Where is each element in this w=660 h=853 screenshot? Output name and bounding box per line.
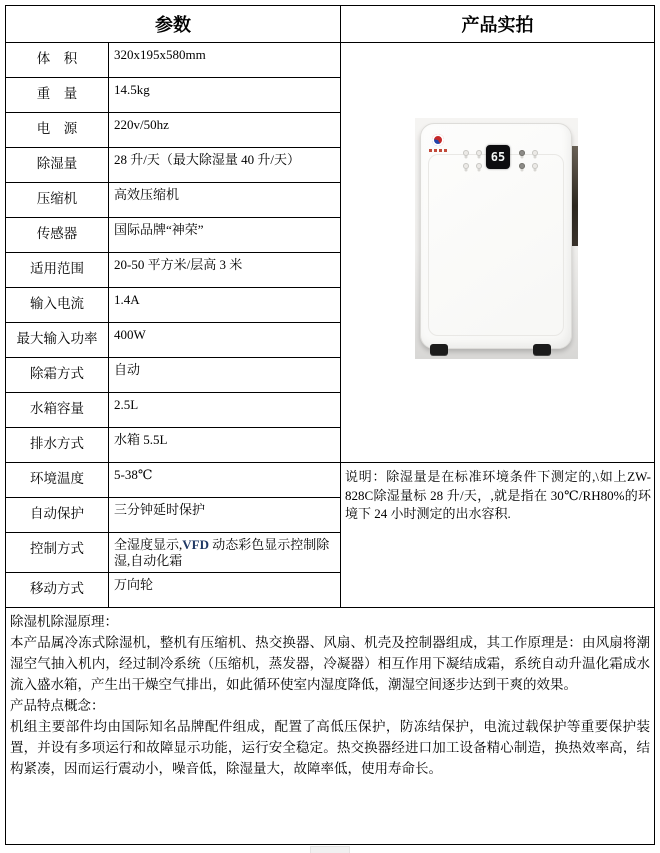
panel-button-icon bbox=[463, 163, 469, 169]
caster-wheel bbox=[533, 344, 551, 355]
panel-button-icon bbox=[519, 163, 525, 169]
spec-row-dehumidify-capacity bbox=[6, 148, 340, 183]
parameters-header: 参数 bbox=[6, 6, 340, 43]
dehumidifier-front bbox=[420, 123, 572, 349]
product-photo-column bbox=[341, 6, 654, 607]
spec-value: 28 升/天（最大除湿量 40 升/天） bbox=[114, 152, 300, 167]
features-title: 产品特点概念： bbox=[10, 698, 105, 713]
spec-value: 400W bbox=[114, 327, 146, 342]
features-paragraph: 机组主要部件均由国际知名品牌配件组成，配置了高低压保护，防冻结保护，电流过载保护等重要保护装置，并设有多项运行和故障显示功能，运行安全稳定。热交换器经进口加工设备精心制造，换热效率高，结构紧凑，因而运行震动小，噪音低，除湿量大，故障率低，使用寿命长。 bbox=[10, 719, 650, 776]
spec-label: 重 量 bbox=[6, 78, 109, 112]
spec-label: 环境温度 bbox=[6, 463, 109, 497]
panel-button-icon bbox=[532, 150, 538, 156]
spec-row-volume bbox=[6, 43, 340, 78]
caster-wheel bbox=[430, 344, 448, 355]
spec-value: 高效压缩机 bbox=[114, 187, 180, 202]
vfd-highlight: VFD bbox=[182, 537, 209, 552]
principle-paragraph: 本产品属冷冻式除湿机，整机有压缩机、热交换器、风扇、机壳及控制器组成，其工作原理是：由风扇将潮湿空气抽入机内，经过制冷系统（压缩机，蒸发器，冷凝器）相互作用下凝结成霜，系统自动升温化霜成水流入盛水箱，产生出干燥空气排出，如此循环使室内湿度降低，潮湿空间逐步达到干爽的效果。 bbox=[10, 635, 650, 692]
product-photo-header: 产品实拍 bbox=[341, 6, 654, 43]
spec-label: 控制方式 bbox=[6, 533, 109, 572]
spec-row-defrost-mode bbox=[6, 358, 340, 393]
measurement-note: 说明：除湿量是在标准环境条件下测定的,\如上ZW-828C除湿量标 28 升/天，,就是指在 30℃/RH80%的环境下 24 小时测定的出水容积. bbox=[345, 469, 651, 521]
spec-value bbox=[109, 533, 340, 572]
spec-row-control-mode bbox=[6, 533, 340, 573]
spec-row-mobility bbox=[6, 573, 340, 607]
spec-label: 自动保护 bbox=[6, 498, 109, 532]
spec-value: 2.5L bbox=[114, 397, 139, 412]
spec-value: 国际品牌“神荣” bbox=[114, 222, 204, 237]
spec-table-frame bbox=[5, 5, 655, 845]
spec-value: 14.5kg bbox=[114, 82, 150, 97]
panel-button-icon bbox=[532, 163, 538, 169]
description-section bbox=[6, 608, 654, 779]
brand-logo-icon bbox=[432, 134, 444, 146]
panel-button-icon bbox=[476, 163, 482, 169]
principle-title: 除湿机除湿原理： bbox=[10, 614, 118, 629]
control-value-suffix: 动态彩色显示控制除湿,自动化霜 bbox=[114, 537, 330, 568]
spec-row-input-current bbox=[6, 288, 340, 323]
spec-label: 适用范围 bbox=[6, 253, 109, 287]
spec-row-max-input-power bbox=[6, 323, 340, 358]
spec-value: 5-38℃ bbox=[114, 467, 153, 482]
spec-value: 三分钟延时保护 bbox=[114, 502, 206, 517]
spec-label: 体 积 bbox=[6, 43, 109, 77]
spec-value: 1.4A bbox=[114, 292, 140, 307]
spec-value: 万向轮 bbox=[114, 577, 154, 592]
spec-row-drainage-mode bbox=[6, 428, 340, 463]
spec-row-tank-capacity bbox=[6, 393, 340, 428]
scrollbar-thumb[interactable] bbox=[310, 846, 350, 853]
spec-label: 水箱容量 bbox=[6, 393, 109, 427]
spec-label: 传感器 bbox=[6, 218, 109, 252]
spec-value: 320x195x580mm bbox=[114, 47, 206, 62]
spec-row-power-supply bbox=[6, 113, 340, 148]
spec-row-ambient-temperature bbox=[6, 463, 340, 498]
panel-button-icon bbox=[476, 150, 482, 156]
spec-row-weight bbox=[6, 78, 340, 113]
spec-value: 220v/50hz bbox=[114, 117, 169, 132]
spec-row-auto-protection bbox=[6, 498, 340, 533]
control-value-prefix: 全湿度显示, bbox=[114, 537, 183, 552]
spec-table-top bbox=[6, 6, 654, 608]
spec-label: 电 源 bbox=[6, 113, 109, 147]
panel-button-icon bbox=[463, 150, 469, 156]
spec-row-compressor bbox=[6, 183, 340, 218]
spec-label: 除湿量 bbox=[6, 148, 109, 182]
product-photo bbox=[415, 118, 578, 359]
brand-logo-text bbox=[429, 149, 449, 152]
spec-value: 20-50 平方米/层高 3 米 bbox=[114, 257, 243, 272]
spec-row-sensor bbox=[6, 218, 340, 253]
spec-row-applicable-area bbox=[6, 253, 340, 288]
spec-value: 自动 bbox=[114, 362, 141, 377]
spec-label: 最大输入功率 bbox=[6, 323, 109, 357]
product-photo-cell bbox=[341, 43, 654, 463]
humidity-display: 65 bbox=[486, 145, 510, 169]
parameters-column bbox=[6, 6, 341, 607]
spec-label: 移动方式 bbox=[6, 573, 109, 607]
spec-label: 压缩机 bbox=[6, 183, 109, 217]
spec-label: 排水方式 bbox=[6, 428, 109, 462]
spec-label: 除霜方式 bbox=[6, 358, 109, 392]
dehumidifier-panel-outline bbox=[428, 154, 564, 336]
spec-value: 水箱 5.5L bbox=[114, 432, 168, 447]
panel-button-icon bbox=[519, 150, 525, 156]
spec-label: 输入电流 bbox=[6, 288, 109, 322]
